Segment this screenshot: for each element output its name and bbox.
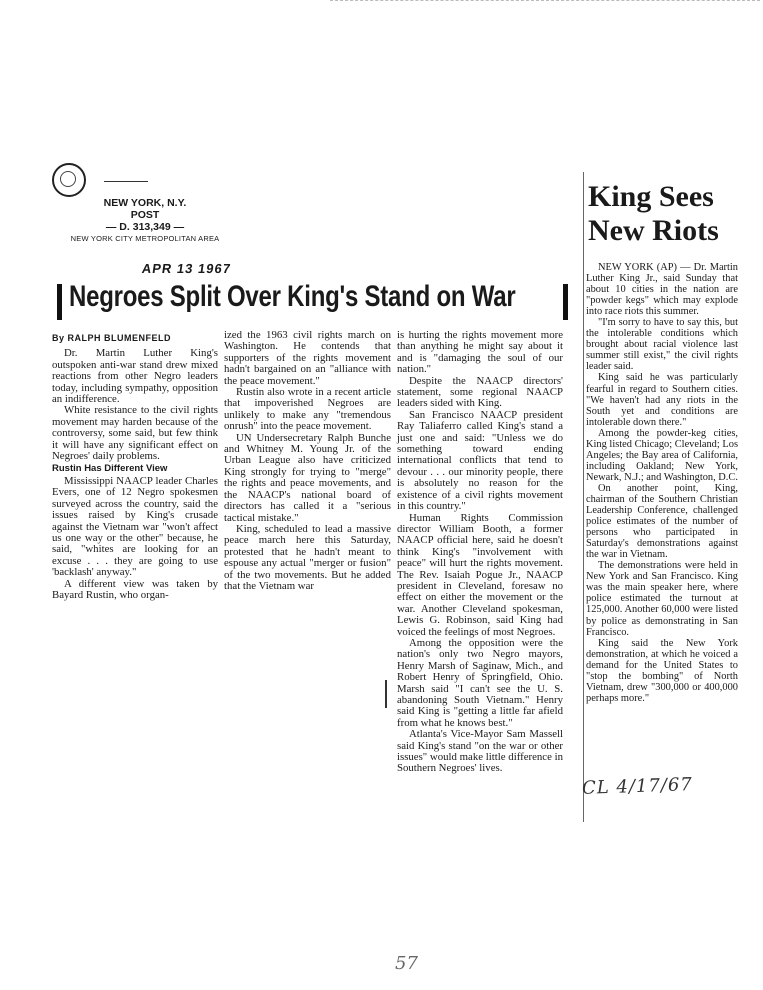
article-column-3: [397, 330, 563, 775]
article-column-1: [52, 333, 218, 601]
paragraph: Mississippi NAACP leader Charles Evers, one of 12 Negro spokesmen surveyed across the country, said the issues raised by King's crusade against the Vietnam war "won't affect us one way or the other" because, he said, "whites are looking for an excuse . . . they are going to use 'backlash' anyway.": [52, 474, 218, 579]
paragraph: San Francisco NAACP president Ray Taliaferro called King's stand a just one and said: "Unless we do something toward ending international conflicts that tend to devour . . . our minority people, there is absolutely no reason for the existence of a civil rights movement in this country.": [397, 408, 563, 513]
paragraph: The demonstrations were held in New York and San Francisco. King was the main speaker here, where police estimated the turnout at 125,000. Another 60,000 were listed by police as demonstrating in San Francisco.: [586, 560, 738, 638]
paragraph: Among the opposition were the nation's only two Negro mayors, Henry Marsh of Saginaw, Mich., and Robert Henry of Springfield, Ohio. Marsh said "I can't see the U. S. abandoning South Vietnam." Henry said King is "getting a little far afield from what he knows best.": [397, 636, 563, 729]
page-number-mark: 57: [395, 953, 418, 974]
paragraph: King said the New York demonstration, at which he voiced a demand for the United States to "stop the bombing" of North Vietnam, drew "300,000 or 400,000 perhaps more.": [586, 637, 738, 704]
paragraph: is hurting the rights movement more than anything he might say about it and is "damaging the soul of our nation.": [397, 329, 563, 376]
paragraph: On another point, King, chairman of the Southern Christian Leadership Conference, challenged police estimates of the number of persons who participated in Saturday's demonstrations against the war in Vietnam.: [586, 482, 738, 561]
paragraph: ized the 1963 civil rights march on Washington. He contends that supporters of the rights movement hadn't bargained on an "alliance with the peace movement.": [224, 329, 391, 387]
masthead: [60, 197, 230, 245]
paragraph: "I'm sorry to have to say this, but the intolerable conditions which brought about racial violence last summer still exist," the civil rights leader said.: [586, 317, 738, 373]
paragraph: NEW YORK (AP) — Dr. Martin Luther King Jr., said Sunday that about 10 cities in the nation are "powder kegs" which may explode into race riots this summer.: [586, 262, 738, 318]
side-headline-line-1: King Sees: [588, 180, 714, 213]
headline-bar-left: [57, 284, 62, 320]
paragraph: Atlanta's Vice-Mayor Sam Massell said King's stand "on the war or other issues" would make little difference in Southern Negroes' lives.: [397, 728, 563, 775]
masthead-area: NEW YORK CITY METROPOLITAN AREA: [70, 234, 220, 243]
side-headline-line-2: New Riots: [588, 214, 719, 247]
paragraph: Rustin also wrote in a recent article that impoverished Negroes are unlikely to make any "tremendous onrush" into the peace movement.: [224, 386, 391, 433]
side-article-column: [586, 262, 738, 704]
column-divider: [583, 172, 584, 822]
paragraph: UN Undersecretary Ralph Bunche and Whitney M. Young Jr. of the Urban League also have criticized King strongly for trying to "merge" the rights and peace movements, and the NAACP's national board of directors has called it a "serious tactical mistake.": [224, 431, 391, 524]
paragraph: King, scheduled to lead a massive peace march here this Saturday, protested that he hadn't meant to espouse any actual "merger or fusion" of the two movements. But he added that the Vietnam war: [224, 522, 391, 592]
masthead-circulation: — D. 313,349 —: [105, 221, 185, 233]
paragraph: Human Rights Commission director William Booth, a former NAACP official here, said he doesn't think King's "involvement with peace" will hurt the rights movement. The Rev. Isaiah Pogue Jr., NAACP president in Cleveland, foresaw no effect on either the movement or the war. Another Cleveland spokesman, Lewis G. Robinson, said King had voiced the feelings of most Negroes.: [397, 511, 563, 638]
side-headline: [588, 180, 738, 248]
date-stamp: APR 13 1967: [140, 261, 233, 276]
headline-bar-right: [563, 284, 568, 320]
handwritten-date-note: CL 4/17/67: [581, 774, 694, 799]
paragraph: Despite the NAACP directors' statement, some regional NAACP leaders sided with King.: [397, 374, 563, 410]
masthead-city: NEW YORK, N.Y.: [103, 197, 187, 209]
article-column-2: [224, 330, 391, 592]
paragraph: White resistance to the civil rights movement may harden because of the controversy, some said, but few think it will have any significant effect on Negroes' daily problems.: [52, 404, 218, 463]
paragraph: Among the powder-keg cities, King listed Chicago; Cleveland; Los Angeles; the Bay area of California, including Oakland; New York, Newark, N.J.; and Washington, D.C.: [586, 427, 738, 483]
main-headline: Negroes Split Over King's Stand on War: [69, 280, 516, 313]
byline: By RALPH BLUMENFELD: [52, 333, 171, 343]
subheading: Rustin Has Different View: [52, 463, 168, 475]
paragraph: King said he was particularly fearful in regard to Southern cities. "We haven't had any riots in the South yet and conditions are intolerable down there.": [586, 372, 738, 428]
margin-mark: [385, 680, 387, 708]
paragraph: A different view was taken by Bayard Rustin, who organ-: [52, 577, 218, 601]
top-dashed-border: [330, 0, 760, 1]
masthead-paper: POST: [130, 209, 160, 221]
paragraph: Dr. Martin Luther King's outspoken anti-war stand drew mixed reactions from other Negro leaders today, including sympathy, opposition an indifference.: [52, 347, 218, 406]
newspaper-seal-logo: [52, 163, 86, 197]
seal-underline: [104, 181, 148, 182]
